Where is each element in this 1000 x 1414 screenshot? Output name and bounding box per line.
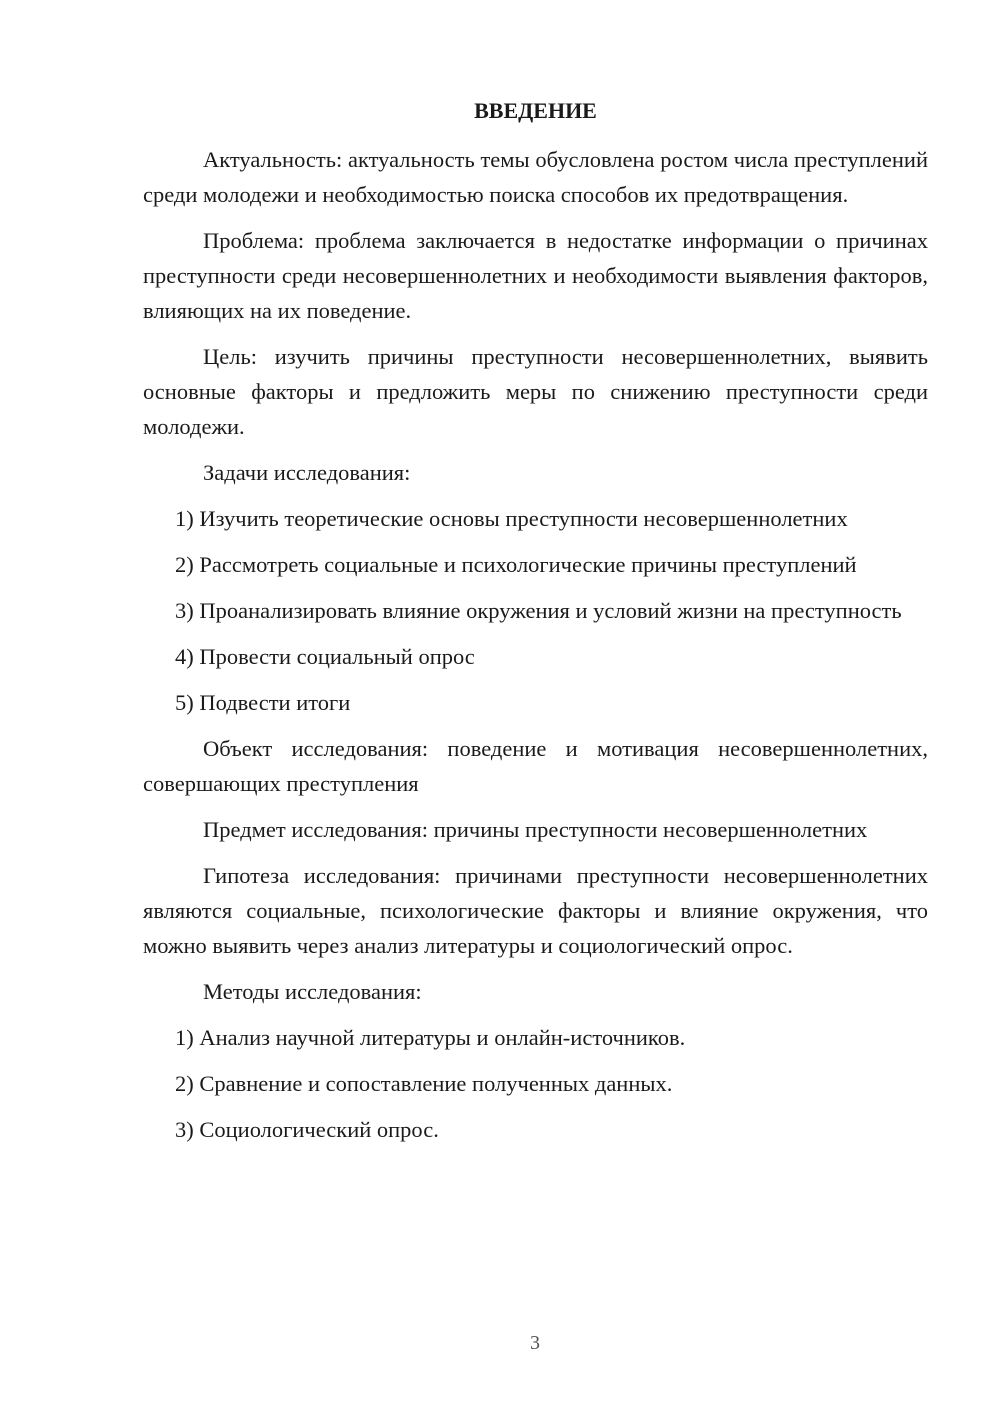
paragraph-methods-heading: Методы исследования: [203,979,422,1004]
document-page [143,96,928,1158]
paragraph-tasks-heading: Задачи исследования: [203,460,411,485]
page-title: ВВЕДЕНИЕ [474,98,597,123]
list-item: 1) Анализ научной литературы и онлайн-источников. [175,1025,686,1050]
paragraph-subject: Предмет исследования: причины преступности несовершеннолетних [203,817,868,842]
paragraph-object: Объект исследования: поведение и мотивация несовершеннолетних, совершающих преступления [143,736,928,796]
list-item: 5) Подвести итоги [175,690,351,715]
list-item: 3) Проанализировать влияние окружения и условий жизни на преступность [175,598,902,623]
paragraph-relevance: Актуальность: актуальность темы обусловлена ростом числа преступлений среди молодежи и необходимостью поиска способов их предотвращения. [143,147,928,207]
list-item: 4) Провести социальный опрос [175,644,475,669]
list-item: 3) Социологический опрос. [175,1117,439,1142]
paragraph-problem: Проблема: проблема заключается в недостатке информации о причинах преступности среди несовершеннолетних и необходимости выявления факторов, влияющих на их поведение. [143,228,928,323]
list-item: 2) Рассмотреть социальные и психологические причины преступлений [175,552,857,577]
paragraph-goal: Цель: изучить причины преступности несовершеннолетних, выявить основные факторы и предложить меры по снижению преступности среди молодежи. [143,344,928,439]
list-item: 1) Изучить теоретические основы преступности несовершеннолетних [175,506,848,531]
paragraph-hypothesis: Гипотеза исследования: причинами преступности несовершеннолетних являются социальные, психологические факторы и влияние окружения, что можно выявить через анализ литературы и социологический опрос. [143,863,928,958]
list-item: 2) Сравнение и сопоставление полученных данных. [175,1071,673,1096]
page-number: 3 [530,1332,540,1354]
